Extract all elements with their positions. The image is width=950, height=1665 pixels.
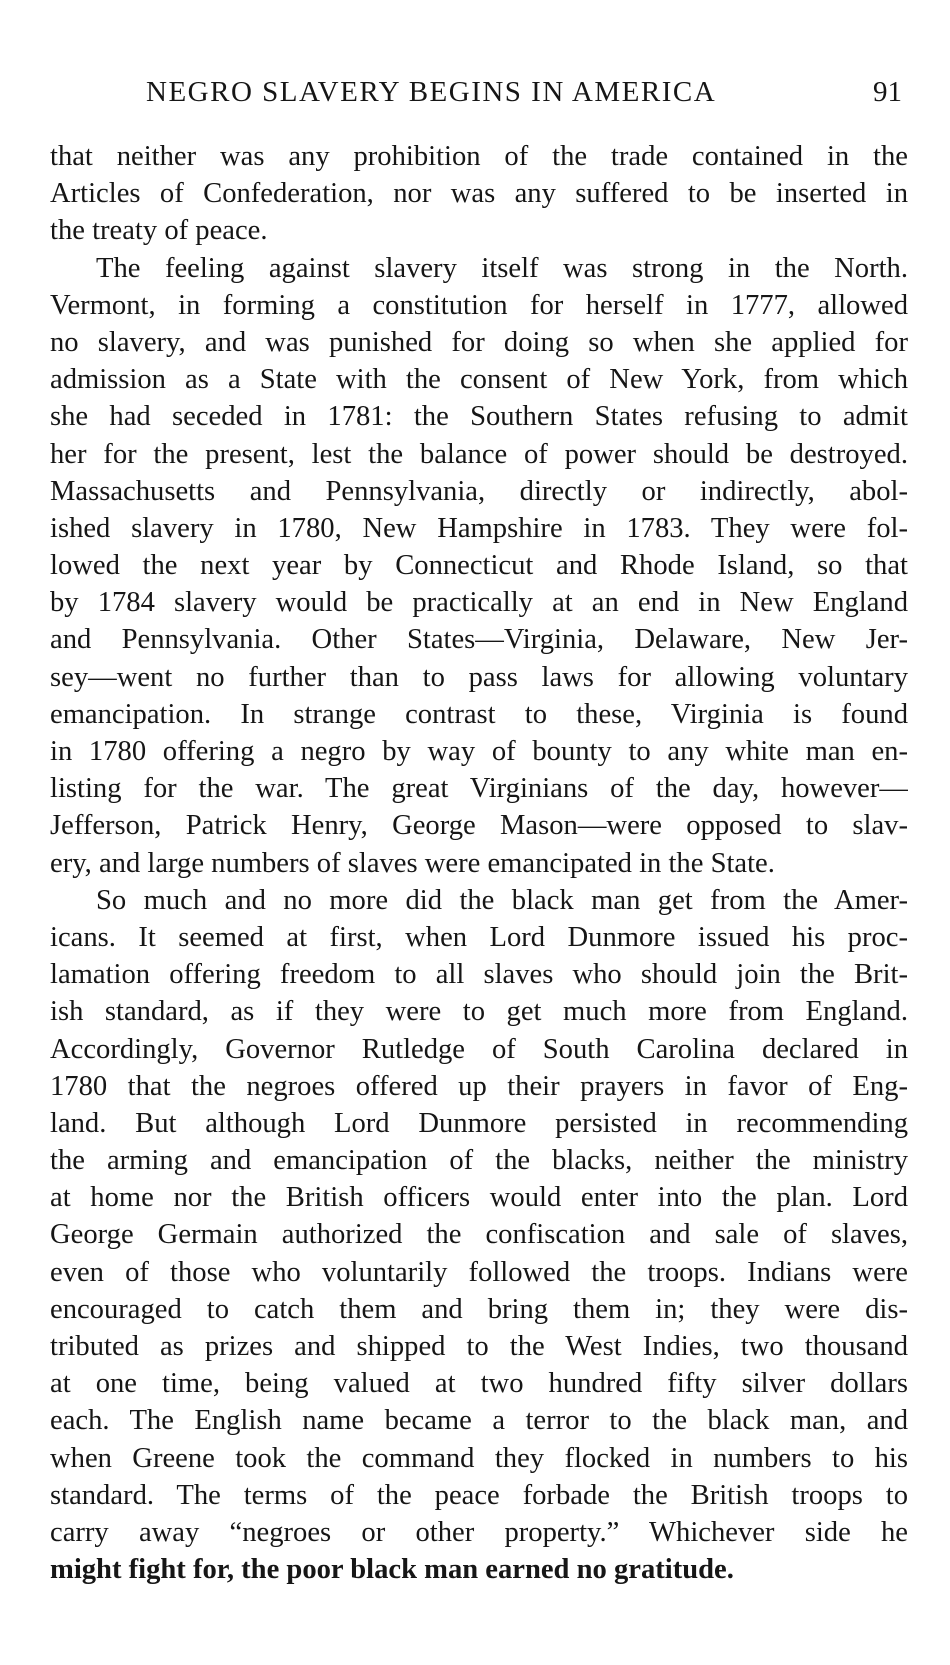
text-line: lowed the next year by Connecticut and Rhode Island, so that — [50, 550, 908, 582]
text-line: each. The English name became a terror to the black man, and — [50, 1405, 908, 1437]
running-head — [50, 72, 908, 112]
text-line: the treaty of peace. — [50, 215, 268, 247]
text-line: ery, and large numbers of slaves were emancipated in the State. — [50, 847, 775, 879]
text-line: land. But although Lord Dunmore persisted in recommending — [50, 1107, 908, 1139]
text-line: in 1780 offering a negro by way of bounty to any white man en- — [50, 736, 908, 767]
text-line: lamation offering freedom to all slaves who should join the Brit- — [50, 959, 908, 991]
text-line: no slavery, and was punished for doing so when she applied for — [50, 326, 908, 358]
text-line: sey—went no further than to pass laws for allowing voluntary — [50, 661, 908, 693]
text-line: when Greene took the command they flocked in numbers to his — [50, 1442, 908, 1474]
text-line: icans. It seemed at first, when Lord Dunmore issued his proc- — [50, 921, 908, 953]
text-line: The feeling against slavery itself was strong in the North. — [96, 252, 908, 284]
text-line: So much and no more did the black man get from the Amer- — [96, 884, 908, 916]
text-line: carry away “negroes or other property.” Whichever side he — [50, 1516, 908, 1548]
text-line: tributed as prizes and shipped to the West Indies, two thousand — [50, 1331, 908, 1362]
text-line: she had seceded in 1781: the Southern States refusing to admit — [50, 401, 908, 433]
text-line: admission as a State with the consent of New York, from which — [50, 364, 908, 396]
text-line: ished slavery in 1780, New Hampshire in 1783. They were fol- — [50, 512, 908, 544]
text-line: emancipation. In strange contrast to these, Virginia is found — [50, 698, 908, 730]
text-line: standard. The terms of the peace forbade the British troops to — [50, 1479, 908, 1511]
text-line: Articles of Confederation, nor was any suffered to be inserted in — [50, 178, 908, 210]
chapter-title: NEGRO SLAVERY BEGINS IN AMERICA — [146, 76, 717, 108]
text-line: encouraged to catch them and bring them in; they were dis- — [50, 1293, 908, 1325]
text-line: might fight for, the poor black man earned no gratitude. — [50, 1554, 734, 1586]
page-number: 91 — [873, 76, 902, 108]
text-line: even of those who voluntarily followed the troops. Indians were — [50, 1256, 908, 1288]
text-line: 1780 that the negroes offered up their prayers in favor of Eng- — [50, 1070, 908, 1102]
text-line: that neither was any prohibition of the trade contained in the — [50, 141, 908, 172]
text-line: Vermont, in forming a constitution for herself in 1777, allowed — [50, 289, 908, 321]
text-line: ish standard, as if they were to get much more from England. — [50, 996, 908, 1028]
text-line: her for the present, lest the balance of power should be destroyed. — [50, 438, 908, 470]
text-line: and Pennsylvania. Other States—Virginia, Delaware, New Jer- — [50, 624, 908, 656]
text-line: the arming and emancipation of the blacks, neither the ministry — [50, 1145, 908, 1177]
text-line: at one time, being valued at two hundred fifty silver dollars — [50, 1368, 908, 1400]
text-line: by 1784 slavery would be practically at an end in New England — [50, 587, 908, 619]
text-line: Accordingly, Governor Rutledge of South Carolina declared in — [50, 1033, 908, 1065]
text-line: at home nor the British officers would enter into the plan. Lord — [50, 1182, 908, 1214]
text-line: Massachusetts and Pennsylvania, directly or indirectly, abol- — [50, 475, 908, 507]
body-text — [50, 138, 908, 1588]
text-line: listing for the war. The great Virginians of the day, however— — [50, 773, 908, 805]
text-line: Jefferson, Patrick Henry, George Mason—were opposed to slav- — [50, 810, 908, 842]
text-line: George Germain authorized the confiscation and sale of slaves, — [50, 1219, 908, 1251]
